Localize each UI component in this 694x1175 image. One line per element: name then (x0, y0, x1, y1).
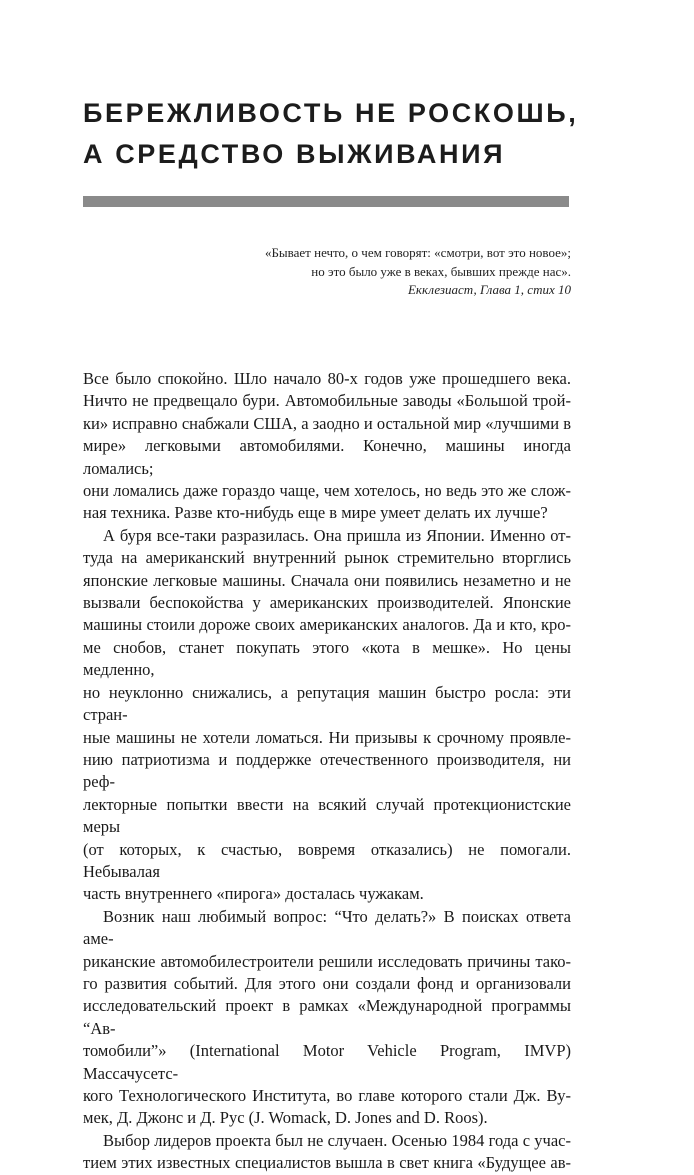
text-line: Все было спокойно. Шло начало 80-х годов уже прошедшего века. (83, 369, 571, 388)
epigraph (151, 244, 571, 300)
text-line: (от которых, к счастью, вовремя отказались) не помогали. Небывалая (83, 839, 571, 881)
text-line: японские легковые машины. Сначала они появились незаметно и не (83, 570, 571, 590)
text-line: Ничто не предвещало бури. Автомобильные заводы «Большой трой- (83, 391, 571, 411)
epigraph-source: Екклезиаст, Глава 1, стих 10 (407, 282, 571, 297)
text-line: ные машины не хотели ломаться. Ни призывы к срочному проявле- (83, 727, 571, 747)
text-line: ки» исправно снабжали США, а заодно и остальной мир «лучшими в (83, 413, 571, 433)
text-line: часть внутреннего «пирога» досталась чужакам. (83, 884, 424, 904)
text-line: но неуклонно снижались, а репутация машин быстро росла: эти стран- (83, 682, 571, 725)
text-line: томобили”» (International Motor Vehicle Program, IMVP) Массачусетс- (83, 1041, 571, 1083)
chapter-title-line-1: БЕРЕЖЛИВОСТЬ НЕ РОСКОШЬ, (83, 98, 579, 128)
text-line: они ломались даже гораздо чаще, чем хотелось, но ведь это же слож- (83, 481, 571, 501)
text-line: Возник наш любимый вопрос: “Что делать?» В поисках ответа аме- (83, 906, 571, 949)
text-line: ме снобов, станет покупать этого «кота в мешке». Но цены медленно, (83, 637, 571, 680)
text-line: кого Технологического Института, во главе которого стали Дж. Ву- (83, 1086, 571, 1105)
chapter-title-line-2: А СРЕДСТВО ВЫЖИВАНИЯ (83, 139, 506, 169)
text-line: туда на американский внутренний рынок стремительно вторглись (83, 548, 571, 568)
text-line: лекторные попытки ввести на всякий случай протекционистские меры (83, 794, 571, 837)
epigraph-line-1: «Бывает нечто, о чем говорят: «смотри, вот это новое»; (264, 245, 571, 260)
title-divider-bar (83, 196, 569, 207)
text-line: мире» легковыми автомобилями. Конечно, машины иногда ломались; (83, 436, 571, 478)
chapter-title (83, 93, 583, 175)
text-line: А буря все-таки разразилась. Она пришла из Японии. Именно от- (103, 525, 571, 545)
text-line: го развития событий. Для этого они создали фонд и организовали (83, 973, 571, 993)
text-line: ная техника. Разве кто-нибудь еще в мире умеет делать их лучше? (83, 503, 548, 523)
text-line: Выбор лидеров проекта был не случаен. Осенью 1984 года с учас- (103, 1130, 571, 1150)
epigraph-line-2: но это было уже в веках, бывших прежде нас». (311, 263, 571, 279)
text-line: исследовательский проект в рамках «Международной программы “Ав- (83, 996, 571, 1038)
text-line: тием этих известных специалистов вышла в свет книга «Будущее ав- (83, 1153, 571, 1173)
text-line: мек, Д. Джонс и Д. Рус (J. Womack, D. Jones and D. Roos). (83, 1108, 488, 1128)
text-line: машины стоили дороже своих американских аналогов. Да и кто, кро- (83, 615, 571, 635)
text-line: риканские автомобилестроители решили исследовать причины тако- (83, 951, 571, 971)
text-line: вызвали беспокойства у американских производителей. Японские (83, 593, 571, 613)
body-text (83, 368, 571, 1175)
text-line: нию патриотизма и поддержке отечественного производителя, ни реф- (83, 749, 571, 792)
